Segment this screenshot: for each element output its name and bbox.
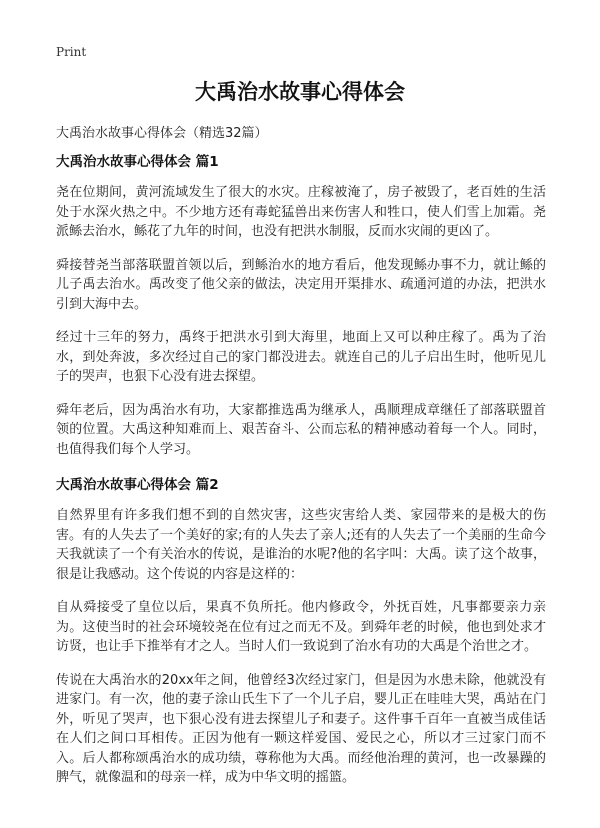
section-2 [56,473,546,788]
page-subtitle: 大禹治水故事心得体会（精选32篇） [56,126,268,141]
page-title: 大禹治水故事心得体会 [195,80,405,104]
paragraph: 尧在位期间，黄河流域发生了很大的水灾。庄稼被淹了，房子被毁了，老百姓的生活处于水深火热之中。不少地方还有毒蛇猛兽出来伤害人和牲口，使人们雪上加霜。尧派鲧去治水，鲧花了九年的时间，也没有把洪水制服，反而水灾闹的更凶了。 [56,185,546,239]
section-heading: 大禹治水故事心得体会 篇1 [56,154,219,170]
paragraph: 传说在大禹治水的20xx年之间，他曾经3次经过家门，但是因为水患未除，他就没有进家门。有一次，他的妻子涂山氏生下了一个儿子启，婴儿正在哇哇大哭，禹站在门外，听见了哭声，也下狠心没有进去探望儿子和妻子。这件事千百年一直被当成佳话在人们之间口耳相传。正因为他有一颗这样爱国、爱民之心，所以才三过家门而不入。后人都称颂禹治水的成功绩，尊称他为大禹。而经他治理的黄河，也一改暴躁的脾气，就像温和的母亲一样，成为中华文明的摇篮。 [56,672,546,785]
paragraph: 舜年老后，因为禹治水有功，大家都推选禹为继承人，禹顺理成章继任了部落联盟首领的位置。大禹这种知难而上、艰苦奋斗、公而忘私的精神感动着每一个人。同时，也值得我们每个人学习。 [56,402,546,457]
paragraph: 自然界里有许多我们想不到的自然灾害，这些灾害给人类、家园带来的是极大的伤害。有的人失去了一个美好的家;有的人失去了亲人;还有的人失去了一个美丽的生命今天我就读了一个有关治水的传说，是谁治的水呢?他的名字叫：大禹。读了这个故事，很是让我感动。这个传说的内容是这样的： [56,508,546,582]
section-heading: 大禹治水故事心得体会 篇2 [56,477,219,493]
paragraph: 经过十三年的努力，禹终于把洪水引到大海里，地面上又可以种庄稼了。禹为了治水，到处奔波，多次经过自己的家门都没进去。就连自己的儿子启出生时，他听见儿子的哭声，也狠下心没有进去探望。 [56,330,546,384]
paragraph: 自从舜接受了皇位以后，果真不负所托。他内修政令，外抚百姓，凡事都要亲力亲为。这使当时的社会环境较尧在位有过之而无不及。到舜年老的时候，他也到处求才访贤，也让手下推举有才之人。当时人们一致说到了治水有功的大禹是个治世之才。 [56,600,546,654]
article-content [56,150,546,802]
paragraph: 舜接替尧当部落联盟首领以后，到鲧治水的地方看后，他发现鲧办事不力，就让鲧的儿子禹去治水。禹改变了他父亲的做法，决定用开渠排水、疏通河道的办法，把洪水引到大海中去。 [56,257,546,312]
print-link[interactable]: Print [56,45,87,59]
section-1 [56,150,546,459]
